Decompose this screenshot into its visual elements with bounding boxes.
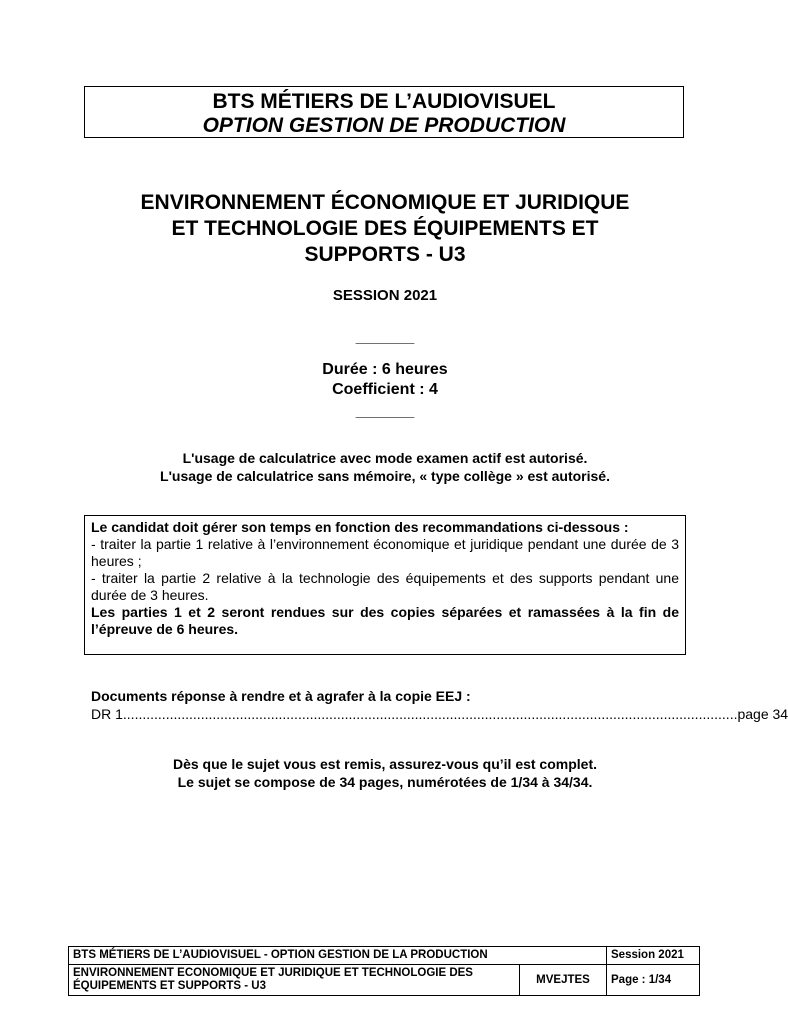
footer-row-1 xyxy=(69,947,700,965)
completeness-notice xyxy=(0,755,770,791)
separator-bottom: _______ xyxy=(355,403,415,420)
exam-title xyxy=(60,190,710,268)
answer-document-page: page 34 xyxy=(737,706,788,722)
footer-exam: ENVIRONNEMENT ECONOMIQUE ET JURIDIQUE ET TECHNOLOGIE DES ÉQUIPEMENTS ET SUPPORTS - U3 xyxy=(69,965,520,996)
separator-top: _______ xyxy=(355,329,415,346)
answer-document-item xyxy=(91,705,788,723)
answer-documents xyxy=(91,687,788,723)
calculator-rule-1: L'usage de calculatrice avec mode examen actif est autorisé. xyxy=(182,450,588,466)
duration: Durée : 6 heures xyxy=(322,361,448,378)
instructions-box xyxy=(84,515,686,655)
footer-program: BTS MÉTIERS DE L’AUDIOVISUEL - OPTION GESTION DE LA PRODUCTION xyxy=(69,947,607,965)
instructions-item-2: - traiter la partie 2 relative à la technologie des équipements et des supports pendant une durée de 3 heures. xyxy=(91,570,679,603)
session-label: SESSION 2021 xyxy=(332,287,438,304)
instructions-closing: Les parties 1 et 2 seront rendues sur des copies séparées et ramassées à la fin de l’épreuve de 6 heures. xyxy=(91,604,679,637)
answer-documents-heading: Documents réponse à rendre et à agrafer à la copie EEJ : xyxy=(91,688,471,704)
calculator-rule-2: L'usage de calculatrice sans mémoire, « type collège » est autorisé. xyxy=(160,468,610,484)
diploma-title: BTS MÉTIERS DE L’AUDIOVISUEL xyxy=(212,90,556,113)
footer-row-2 xyxy=(69,965,700,996)
header-box xyxy=(84,86,684,138)
exam-title-line-1: ENVIRONNEMENT ÉCONOMIQUE ET JURIDIQUE xyxy=(140,191,630,214)
completeness-notice-line-2: Le sujet se compose de 34 pages, numérotées de 1/34 à 34/34. xyxy=(177,774,593,790)
instructions-intro: Le candidat doit gérer son temps en fonction des recommandations ci-dessous : xyxy=(91,519,629,535)
coefficient: Coefficient : 4 xyxy=(332,381,438,398)
footer-code: MVEJTES xyxy=(520,965,607,996)
calculator-rules xyxy=(0,449,770,485)
option-title: OPTION GESTION DE PRODUCTION xyxy=(202,114,566,137)
answer-document-leader: .............................................................................................................................................................. xyxy=(122,706,738,722)
answer-document-label: DR 1 xyxy=(91,706,123,722)
instructions-item-1: - traiter la partie 1 relative à l’environnement économique et juridique pendant une durée de 3 heures ; xyxy=(91,536,679,569)
exam-title-line-3: SUPPORTS - U3 xyxy=(304,243,466,266)
footer-session: Session 2021 xyxy=(607,947,700,965)
footer-page-number: Page : 1/34 xyxy=(607,965,700,996)
duration-block xyxy=(0,360,770,400)
footer-table xyxy=(68,946,700,996)
exam-title-line-2: ET TECHNOLOGIE DES ÉQUIPEMENTS ET xyxy=(171,217,599,240)
completeness-notice-line-1: Dès que le sujet vous est remis, assurez-vous qu’il est complet. xyxy=(172,756,598,772)
